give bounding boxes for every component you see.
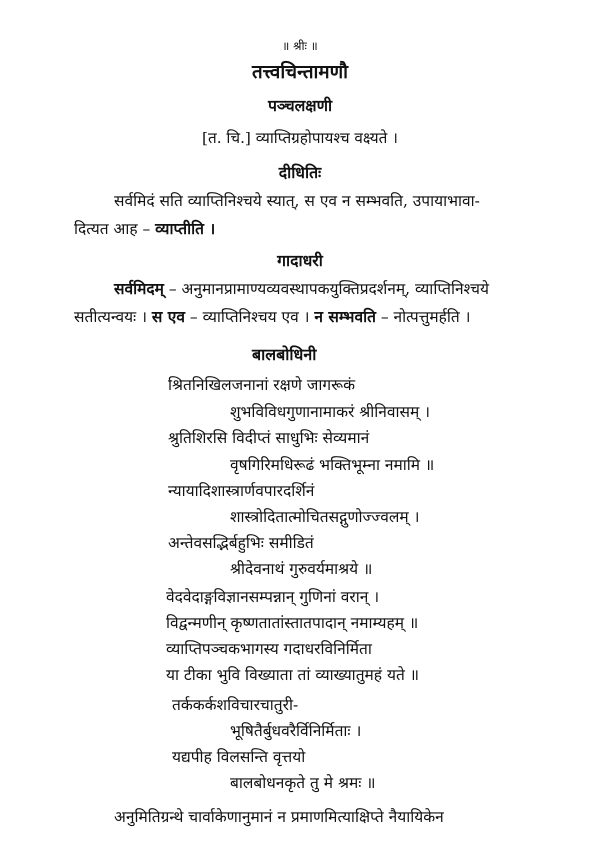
- gadadhari-line-2: [74, 307, 471, 327]
- verse-line: या टीका भुवि विख्याता तां व्याख्यातुमहं यते ॥: [166, 666, 419, 684]
- didhiti-line-2: [74, 219, 215, 239]
- verse-line: वृषगिरिमधिरूढं भक्तिभूम्ना नमामि ॥: [230, 456, 435, 474]
- verse-line: बालबोधनकृते तु मे श्रमः ॥: [230, 774, 376, 792]
- didhiti-line-2-plain: दित्यत आह –: [74, 220, 156, 238]
- last-line: अनुमितिग्रन्थे चार्वाकेणानुमानं न प्रमाणमित्याक्षिप्ते नैयायिकेन: [114, 808, 444, 826]
- verse-line: विद्वन्मणीन् कृष्णतातांस्तातपादान् नमाम्यहम् ॥: [166, 614, 419, 632]
- gadadhari-line-1: [114, 279, 489, 299]
- didhiti-heading: दीधितिः: [278, 163, 322, 182]
- verse-line: श्रितनिखिलजनानां रक्षणे जागरूकं: [168, 376, 356, 394]
- verse-line: शुभविविधगुणानामाकरं श्रीनिवासम् ।: [230, 403, 431, 421]
- gadadhari-line-2-part-e: – नोत्पत्तुमर्हति ।: [375, 308, 471, 326]
- verse-line: भूषितैर्बुधवरैर्विनिर्मिताः ।: [230, 722, 362, 740]
- verse-line: श्रीदेवनाथं गुरुवर्यमाश्रये ॥: [230, 560, 373, 578]
- verse-line: श्रुतिशिरसि विदीप्तं साधुभिः सेव्यमानं: [168, 429, 370, 447]
- verse-line: शास्त्रोदितात्मोचितसद्गुणोज्ज्वलम् ।: [230, 508, 420, 526]
- page-title: तत्त्वचिन्तामणौ: [252, 61, 348, 83]
- verse-line: न्यायादिशास्त्रार्णवपारदर्शिनं: [168, 482, 315, 500]
- verse-line: अन्तेवसद्भिर्बहुभिः समीडितं: [168, 534, 314, 552]
- intro-line: [त. चि.] व्याप्तिग्रहोपायश्च वक्ष्यते ।: [202, 129, 398, 147]
- balabodhini-heading: बालबोधिनी: [252, 345, 317, 364]
- gadadhari-term-na-sambhavati: न सम्भवति: [314, 307, 376, 326]
- gadadhari-line-2-part-c: – व्याप्तिनिश्चय एव ।: [185, 308, 315, 326]
- gadadhari-term-sa-eva: स एव: [151, 307, 185, 326]
- didhiti-line-1: सर्वमिदं सति व्याप्तिनिश्चये स्यात्, स एव न सम्भवति, उपायाभावा-: [114, 192, 480, 210]
- gadadhari-term-sarvamidam: सर्वमिदम्: [114, 279, 164, 298]
- verse-line: वेदवेदाङ्गविज्ञानसम्पन्नान् गुणिनां वरान् ।: [166, 588, 380, 606]
- didhiti-line-2-bold: व्याप्तीति ।: [155, 219, 216, 238]
- gadadhari-heading: गादाधरी: [277, 251, 323, 270]
- gadadhari-line-2-part-a: सतीत्यन्वयः ।: [74, 308, 152, 326]
- verse-line: यद्यपीह विलसन्ति वृत्तयो: [172, 748, 306, 766]
- verse-line: तर्ककर्कशविचारचातुरी-: [172, 696, 299, 714]
- invocation: ॥ श्रीः ॥: [282, 39, 318, 53]
- gadadhari-line-1-rest: – अनुमानप्रामाण्यव्यवस्थापकयुक्तिप्रदर्शनम्, व्याप्तिनिश्चये: [163, 280, 489, 298]
- verse-line: व्याप्तिपञ्चकभागस्य गदाधरविनिर्मिता: [166, 640, 372, 658]
- section-subtitle: पञ्चलक्षणी: [267, 96, 333, 115]
